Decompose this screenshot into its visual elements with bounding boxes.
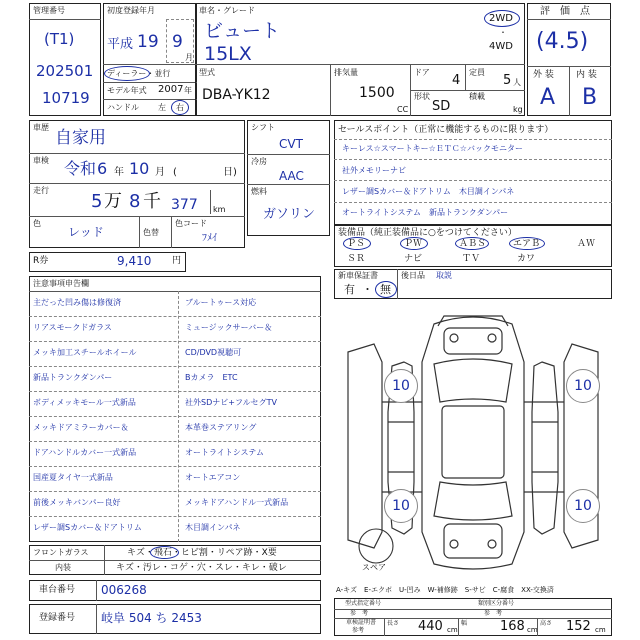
capacity-value: 5 — [503, 73, 512, 88]
door-label: ドア — [414, 68, 430, 77]
spare-label: スペア — [362, 563, 386, 572]
first-reg-label: 初度登録年月 — [107, 6, 155, 15]
tire-front-right: 10 — [566, 369, 600, 403]
shape-value: SD — [432, 99, 451, 114]
drive-4wd: 4WD — [489, 41, 513, 52]
dealer-circle — [104, 66, 150, 81]
displacement-label: 排気量 — [334, 68, 358, 77]
inspection-day-open: ( — [173, 167, 177, 178]
note-right-5: 社外SDナビ+フルセグTV — [185, 398, 277, 407]
inspection-year: 6 — [97, 159, 108, 178]
color-code-value: ﾌﾒｲ — [202, 233, 217, 244]
width-unit: cm — [527, 626, 538, 634]
note-left-10: レザー調Sカバー＆ドアトリム — [33, 523, 142, 532]
car-grade: 15LX — [204, 43, 252, 65]
type-designation-label: 型式指定番号 — [345, 600, 382, 607]
drive-dot: ・ — [499, 28, 507, 37]
equip-airbag: エアＢ — [513, 239, 541, 249]
car-name-label: 車名・グレード — [199, 6, 255, 15]
plate-label: 登録番号 — [39, 613, 76, 623]
color-code-label: 色コード — [175, 219, 207, 228]
capacity-unit: 人 — [513, 78, 521, 87]
warranty-no: 無 — [380, 283, 391, 296]
first-reg-era: 平成 — [107, 37, 134, 52]
length-label: 長さ — [387, 620, 400, 627]
plate-value: 岐阜 504 ち 2453 — [101, 611, 202, 625]
ac-value: AAC — [279, 169, 304, 183]
fuel-label: 燃料 — [251, 187, 267, 196]
ref-label-left: 参 考 — [350, 610, 369, 617]
ref-label-right: 参 考 — [484, 610, 503, 617]
note-right-8: オートエアコン — [185, 473, 241, 482]
note-right-1: ブルートゥース対応 — [185, 298, 257, 307]
warranty-no-circle — [375, 281, 397, 298]
equip-pw-circle — [400, 237, 428, 250]
fuel-value: ガソリン — [263, 207, 316, 222]
kanri-number-1: 202501 — [36, 62, 94, 80]
equip-airbag-circle — [509, 237, 545, 250]
interior-condition-value: キズ・汚レ・コゲ・穴・スレ・キレ・破レ — [116, 563, 287, 573]
note-left-2: リアスモークドガラス — [33, 323, 112, 332]
recycle-unit: 円 — [172, 256, 182, 266]
drive-2wd: 2WD — [489, 13, 513, 24]
note-left-7: ドアハンドルカバー一式新品 — [33, 448, 137, 457]
shift-label: シフト — [251, 123, 275, 132]
equip-ps: ＰＳ — [347, 239, 366, 249]
front-glass-label: フロントガラス — [33, 548, 89, 557]
notes-title: 注意事項申告欄 — [33, 279, 89, 288]
first-reg-year: 19 — [137, 32, 159, 52]
cert-ref-label: 参考 — [352, 627, 365, 634]
sales-line-2: 社外メモリーナビ — [342, 166, 406, 175]
equip-navi: ナビ — [404, 254, 423, 264]
equip-aw: ＡＷ — [577, 239, 596, 249]
load-unit: kg — [513, 105, 523, 114]
warranty-yes: 有 — [344, 283, 355, 296]
chassis-value: 006268 — [101, 583, 147, 597]
tire-rear-left: 10 — [384, 489, 418, 523]
ac-label: 冷房 — [251, 157, 267, 166]
warranty-dot: ・ — [362, 283, 373, 296]
note-right-6: 本革巻ステアリング — [185, 423, 257, 432]
inspection-month: 10 — [129, 159, 150, 178]
note-right-2: ミュージックサーバー＆ — [185, 323, 273, 332]
tire-rear-right: 10 — [566, 489, 600, 523]
kanri-label: 管理番号 — [33, 6, 65, 15]
height-unit: cm — [595, 626, 606, 634]
kanri-code: (T1) — [44, 30, 75, 48]
recycle-label: R券 — [33, 256, 49, 266]
note-left-1: 主だった凹み傷は修復済 — [33, 298, 121, 307]
equip-abs-circle — [455, 237, 489, 250]
cert-label: 車検証明書 — [346, 619, 377, 626]
note-left-5: ボディメッキモール一式新品 — [33, 398, 136, 407]
damage-legend: A-キズ E-エクボ U-凹み W-補修跡 S-サビ C-腐食 XX-交換済 — [336, 586, 554, 594]
color-value: レッド — [68, 225, 104, 239]
note-left-9: 前後メッキバンパー良好 — [33, 498, 121, 507]
mileage-man-unit: 万 — [104, 191, 122, 212]
load-label: 積載 — [469, 92, 485, 101]
note-right-10: 木目調インパネ — [185, 523, 241, 532]
sales-line-1: キーレス☆スマートキー☆ＥＴＣ☆バックモニター — [342, 144, 523, 153]
length-value: 440 — [418, 619, 443, 634]
front-glass-circle — [150, 546, 179, 559]
shift-value: CVT — [279, 137, 303, 151]
tire-front-left: 10 — [384, 369, 418, 403]
color-label: 色 — [33, 219, 41, 228]
inspection-month-unit: 月 — [155, 167, 165, 178]
grade-label: 評 価 点 — [540, 6, 590, 17]
first-reg-month: 9 — [172, 32, 183, 52]
history-value: 自家用 — [55, 128, 106, 148]
inspection-era: 令和 — [64, 159, 97, 178]
sales-points-title: セールスポイント（正常に機能するものに限ります） — [338, 125, 554, 135]
kanri-number-2: 10719 — [42, 89, 90, 107]
color-change-label: 色替 — [143, 228, 159, 237]
note-right-3: CD/DVD視聴可 — [185, 348, 242, 357]
interior-condition-label: 内装 — [55, 563, 71, 572]
width-label: 幅 — [461, 620, 468, 627]
equip-pw: ＰＷ — [404, 239, 423, 249]
equip-sr: ＳＲ — [347, 254, 366, 264]
equipment-title: 装備品（純正装備品に○をつけてください） — [338, 228, 517, 238]
type-label: 型式 — [199, 68, 215, 77]
warranty-label: 新車保証書 — [338, 271, 378, 280]
note-right-4: Bカメラ ETC — [185, 373, 238, 382]
grade-score: (4.5) — [536, 29, 589, 54]
recycle-box — [29, 252, 186, 272]
mileage-km-unit: km — [213, 205, 226, 214]
first-reg-month-unit: 月 — [185, 53, 193, 62]
note-left-4: 新品トランクダンパー — [33, 373, 113, 382]
model-year-value: 2007 — [158, 84, 184, 95]
height-label: 高さ — [540, 620, 553, 627]
width-value: 168 — [500, 619, 525, 634]
note-left-6: メッキドアミラーカバー＆ — [33, 423, 129, 432]
height-value: 152 — [566, 619, 591, 634]
shape-label: 形状 — [414, 92, 430, 101]
mileage-sen-unit: 千 — [143, 191, 161, 212]
equip-leather: カワ — [517, 254, 536, 264]
history-label: 車歴 — [33, 123, 49, 132]
after-item-label: 後日品 — [401, 271, 425, 280]
after-item-value: 取説 — [436, 271, 452, 280]
inspection-year-unit: 年 — [114, 167, 124, 178]
recycle-value: 9,410 — [117, 254, 152, 268]
handle-right-circle — [171, 100, 189, 115]
car-name: ビュート — [204, 20, 281, 42]
mileage-label: 走行 — [33, 186, 49, 195]
exterior-grade: A — [540, 85, 556, 110]
mileage-sen: 8 — [129, 191, 141, 212]
equip-abs: ＡＢＳ — [459, 239, 487, 249]
equip-tv: ＴＶ — [462, 254, 481, 264]
interior-label: 内 装 — [576, 70, 597, 80]
capacity-label: 定員 — [469, 68, 485, 77]
sales-line-4: オートライトシステム 新品トランクダンパー — [342, 208, 509, 217]
door-value: 4 — [452, 73, 461, 88]
chassis-label: 車台番号 — [39, 585, 76, 595]
handle-label: ハンドル — [107, 103, 139, 112]
mileage-rest: 377 — [171, 197, 198, 213]
dealer-label: ディーラー・並行 — [107, 69, 171, 78]
exterior-label: 外 装 — [533, 70, 554, 80]
length-unit: cm — [447, 626, 458, 634]
mileage-man: 5 — [91, 191, 103, 212]
displacement-unit: CC — [397, 105, 409, 114]
class-number-label: 類別区分番号 — [478, 600, 515, 607]
sales-line-3: レザー調Sカバー＆ドアトリム 木目調インパネ — [342, 187, 515, 196]
note-right-7: オートライトシステム — [185, 448, 264, 457]
model-year-label: モデル年式 — [107, 86, 147, 95]
inspection-day-close: 日) — [223, 167, 237, 178]
car-diagram — [334, 302, 612, 578]
model-year-unit: 年 — [184, 86, 192, 95]
type-value: DBA-YK12 — [202, 87, 271, 103]
displacement-value: 1500 — [359, 85, 395, 101]
note-left-3: メッキ加工スチールホイール — [33, 348, 137, 357]
note-left-8: 国産夏タイヤ一式新品 — [33, 473, 113, 482]
drive-2wd-circle — [484, 10, 520, 27]
handle-right: 右 — [176, 103, 184, 112]
interior-grade: B — [582, 85, 598, 110]
handle-left: 左 — [158, 103, 166, 112]
inspection-label: 車検 — [33, 156, 49, 165]
note-right-9: メッキドアハンドル一式新品 — [185, 498, 289, 507]
equip-ps-circle — [343, 237, 371, 250]
front-glass-value: キズ・飛石・ヒビ割・リペア跡・X要 — [127, 548, 277, 558]
